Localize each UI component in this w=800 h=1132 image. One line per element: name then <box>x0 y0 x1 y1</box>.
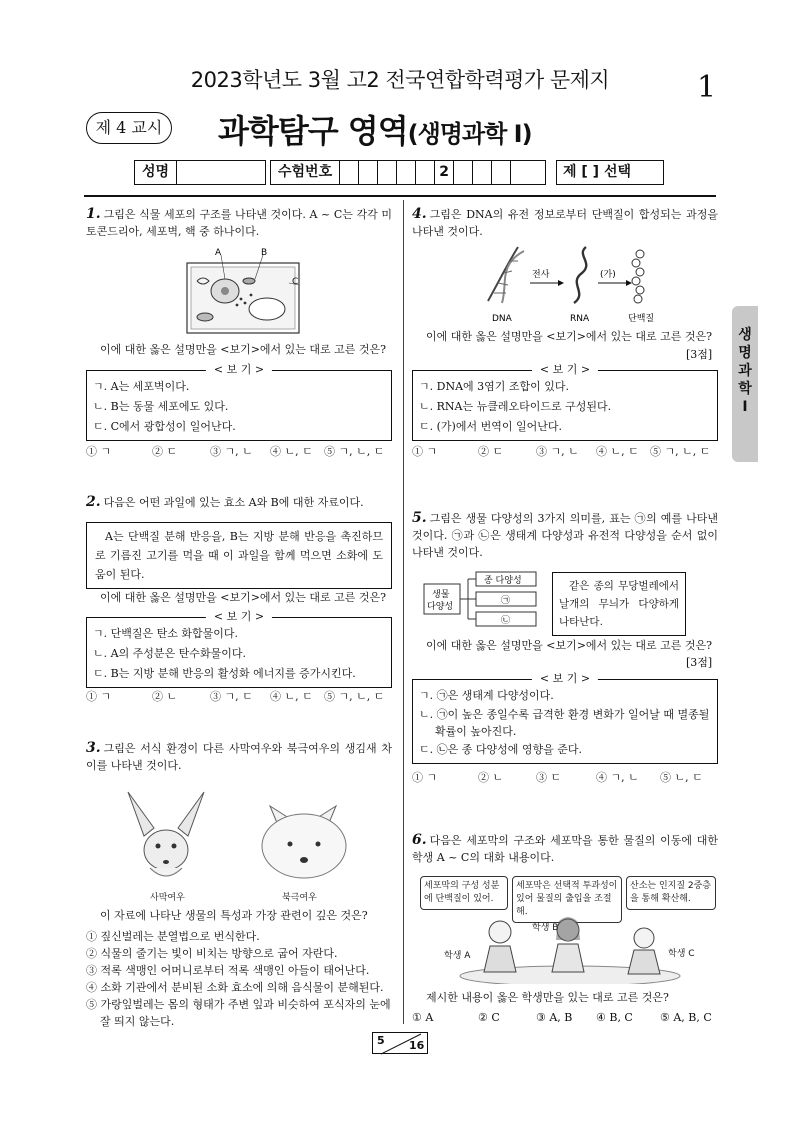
q4-option[interactable]: ③ ㄱ, ㄴ <box>536 445 579 458</box>
q6-bubble-b: 세포막은 선택적 투과성이 있어 물질의 출입을 조절해. <box>512 876 622 923</box>
exam-cell <box>511 161 545 184</box>
exam-cell <box>492 161 511 184</box>
q6-question: 제시한 내용이 옳은 학생만을 있는 대로 고른 것은? <box>426 991 669 1004</box>
name-blank <box>177 161 265 184</box>
q5-example-table: 같은 종의 무당벌레에서 날개의 무늬가 다양하게 나타난다. <box>552 572 686 636</box>
q6-options <box>412 1011 718 1024</box>
q6-option[interactable]: ⑤ A, B, C <box>660 1011 712 1024</box>
q6-bubble-a: 세포막의 구성 성분에 단백질이 있어. <box>420 876 508 910</box>
q2-options <box>86 688 392 704</box>
q4-bogi-item: ㄴ. RNA는 뉴클레오타이드로 구성된다. <box>419 400 612 413</box>
q2-number: 2. <box>86 494 101 510</box>
exam-cell <box>340 161 359 184</box>
q2-option[interactable]: ④ ㄴ, ㄷ <box>270 690 313 703</box>
exam-cell <box>359 161 378 184</box>
q1-option[interactable]: ① ㄱ <box>86 445 112 458</box>
current-page: 5 <box>377 1034 385 1047</box>
header-rule <box>84 195 716 197</box>
q5-option[interactable]: ② ㄴ <box>478 771 504 784</box>
q1-option[interactable]: ⑤ ㄱ, ㄴ, ㄷ <box>324 445 385 458</box>
q5-root-line2: 다양성 <box>427 602 454 612</box>
q5-bogi-item: ㄴ. ㉠이 높은 종일수록 급격한 환경 변화가 일어날 때 멸종될 확률이 높아진다. <box>419 708 710 738</box>
q6-bubble-c: 산소는 인지질 2중층을 통해 확산해. <box>626 876 716 910</box>
q2-option[interactable]: ① ㄱ <box>86 690 112 703</box>
q2-bogi-title: < 보 기 > <box>206 610 272 624</box>
q5-bogi-item: ㄱ. ㉠은 생태계 다양성이다. <box>419 689 554 702</box>
subject-sub: (생명과학 Ⅰ) <box>407 120 532 148</box>
q2-bogi-item: ㄷ. B는 지방 분해 반응의 활성화 에너지를 증가시킨다. <box>93 667 356 680</box>
q1-bogi-item: ㄱ. A는 세포벽이다. <box>93 380 190 393</box>
q4-label-rna: RNA <box>570 314 590 324</box>
elective-field: 제 [ ] 선택 <box>556 160 664 185</box>
exam-cell <box>454 161 473 184</box>
q4-question: 이에 대한 옳은 설명만을 <보기>에서 있는 대로 고른 것은? <box>426 330 713 343</box>
q4-points: [3점] <box>686 348 713 361</box>
exam-cell <box>378 161 397 184</box>
q6-student-b-label: 학생 B <box>532 923 559 933</box>
q3-label-desert-fox: 사막여우 <box>150 893 185 903</box>
q4-label-ga: (가) <box>600 270 616 280</box>
name-field <box>134 160 266 185</box>
q3-arctic-fox-image <box>240 790 368 884</box>
q4-option[interactable]: ② ㄷ <box>478 445 504 458</box>
q5-biodiversity-diagram <box>422 570 542 630</box>
q2-stem: 2. 다음은 어떤 과일에 있는 효소 A와 B에 대한 자료이다. <box>86 494 364 510</box>
q1-question: 이에 대한 옳은 설명만을 <보기>에서 있는 대로 고른 것은? <box>100 343 387 356</box>
q4-dna-figure <box>478 243 668 327</box>
q5-stem: 5. 그림은 생물 다양성의 3가지 의미를, 표는 ㉠의 예를 나타낸 것이다. ㉠과 ㉡은 생태계 다양성과 유전적 다양성을 순서 없이 나타낸 것이다. <box>412 510 718 559</box>
column-divider <box>403 200 404 1024</box>
q3-option[interactable]: ③ 적록 색맹인 어머니로부터 적록 색맹인 아들이 태어난다. <box>86 964 370 977</box>
exam-cell: 2 <box>435 161 454 184</box>
q1-option[interactable]: ② ㄷ <box>152 445 178 458</box>
q5-options <box>412 769 718 785</box>
q4-label-transcription: 전사 <box>532 270 550 280</box>
q5-option[interactable]: ⑤ ㄴ, ㄷ <box>660 771 703 784</box>
period-badge: 제 4 교시 <box>86 112 172 144</box>
q2-question: 이에 대한 옳은 설명만을 <보기>에서 있는 대로 고른 것은? <box>100 591 387 604</box>
q6-number: 6. <box>412 832 427 848</box>
q5-option[interactable]: ① ㄱ <box>412 771 438 784</box>
q1-option[interactable]: ③ ㄱ, ㄴ <box>210 445 253 458</box>
q2-option[interactable]: ⑤ ㄱ, ㄴ, ㄷ <box>324 690 385 703</box>
q6-stem: 6. 다음은 세포막의 구조와 세포막을 통한 물질의 이동에 대한 학생 A ~ C의 대화 내용이다. <box>412 832 718 864</box>
q4-bogi-item: ㄷ. (가)에서 번역이 일어난다. <box>419 420 562 433</box>
q5-option[interactable]: ③ ㄷ <box>536 771 562 784</box>
q1-bogi-item: ㄴ. B는 동물 세포에도 있다. <box>93 400 229 413</box>
q6-student-a-label: 학생 A <box>444 951 471 961</box>
subject-title <box>218 106 532 152</box>
q1-label-b: B <box>261 248 268 258</box>
q4-bogi-item: ㄱ. DNA에 3염기 조합이 있다. <box>419 380 569 393</box>
q5-points: [3점] <box>686 656 713 669</box>
q4-label-dna: DNA <box>492 314 512 324</box>
exam-cell <box>473 161 492 184</box>
exam-cell <box>397 161 416 184</box>
exam-cell <box>416 161 435 184</box>
q1-label-a: A <box>215 248 222 258</box>
q5-number: 5. <box>412 510 427 526</box>
q3-question: 이 자료에 나타난 생물의 특성과 가장 관련이 깊은 것은? <box>100 909 368 922</box>
q5-item-a: ㉠ <box>501 596 511 606</box>
q3-option[interactable]: ② 식물의 줄기는 빛이 비치는 방향으로 굽어 자란다. <box>86 947 338 960</box>
q3-label-arctic-fox: 북극여우 <box>282 893 317 903</box>
subject-side-tab: 생 명 과 학 Ⅰ <box>732 306 758 462</box>
exam-number-label: 수험번호 <box>271 161 340 184</box>
q2-info-box: A는 단백질 분해 반응을, B는 지방 분해 반응을 촉진하므로 기름진 고기를 먹을 때 이 과일을 함께 먹으면 소화에 도움이 된다. <box>86 522 392 589</box>
q1-bogi-item: ㄷ. C에서 광합성이 일어난다. <box>93 420 236 433</box>
q3-stem: 3. 그림은 서식 환경이 다른 사막여우와 북극여우의 생김새 차이를 나타낸 것이다. <box>86 740 392 772</box>
exam-number-field <box>270 160 546 185</box>
q6-option[interactable]: ② C <box>478 1011 500 1024</box>
q3-option[interactable]: ⑤ 가랑잎벌레는 몸의 형태가 주변 잎과 비슷하여 포식자의 눈에 잘 띄지 않는다. <box>86 998 391 1028</box>
q1-bogi-box <box>86 363 392 441</box>
q4-stem: 4. 그림은 DNA의 유전 정보로부터 단백질이 합성되는 과정을 나타낸 것이다. <box>412 206 718 238</box>
q5-bogi-title: < 보 기 > <box>532 672 598 686</box>
q1-number: 1. <box>86 206 101 222</box>
q2-bogi-item: ㄱ. 단백질은 탄소 화합물이다. <box>93 627 238 640</box>
q4-option[interactable]: ⑤ ㄱ, ㄴ, ㄷ <box>650 445 711 458</box>
q6-student-c-label: 학생 C <box>668 949 695 959</box>
q4-option[interactable]: ① ㄱ <box>412 445 438 458</box>
page-counter <box>372 1032 428 1054</box>
q1-options <box>86 443 392 459</box>
q5-bogi-item: ㄷ. ㉡은 종 다양성에 영향을 준다. <box>419 743 582 756</box>
q1-label-c: C <box>292 277 299 287</box>
q2-bogi-item: ㄴ. A의 주성분은 탄수화물이다. <box>93 647 246 660</box>
q3-options <box>86 928 392 1030</box>
q3-number: 3. <box>86 740 101 756</box>
q1-stem: 1. 그림은 식물 세포의 구조를 나타낸 것이다. A ~ C는 각각 미토콘드리아, 세포벽, 핵 중 하나이다. <box>86 206 392 238</box>
q4-option[interactable]: ④ ㄴ, ㄷ <box>596 445 639 458</box>
q1-plant-cell-figure <box>185 245 305 337</box>
q5-item-species: 종 다양성 <box>484 576 522 586</box>
q5-bogi-box <box>412 672 718 764</box>
q3-desert-fox-image <box>110 788 222 884</box>
q6-option[interactable]: ④ B, C <box>596 1011 633 1024</box>
q2-bogi-box <box>86 610 392 688</box>
exam-title: 2023학년도 3월 고2 전국연합학력평가 문제지 <box>190 68 610 92</box>
q5-item-b: ㉡ <box>501 616 511 626</box>
q6-option[interactable]: ① A <box>412 1011 434 1024</box>
q3-option[interactable]: ① 짚신벌레는 분열법으로 번식한다. <box>86 930 260 943</box>
q4-label-protein: 단백질 <box>628 314 655 324</box>
name-label: 성명 <box>135 161 177 184</box>
q4-options <box>412 443 718 459</box>
q4-number: 4. <box>412 206 427 222</box>
page-number: 1 <box>697 70 717 105</box>
q5-question: 이에 대한 옳은 설명만을 <보기>에서 있는 대로 고른 것은? <box>426 639 713 652</box>
q3-option[interactable]: ④ 소화 기관에서 분비된 소화 효소에 의해 음식물이 분해된다. <box>86 981 384 994</box>
q4-bogi-title: < 보 기 > <box>532 363 598 377</box>
q4-bogi-box <box>412 363 718 441</box>
q1-option[interactable]: ④ ㄴ, ㄷ <box>270 445 313 458</box>
total-pages: 16 <box>409 1039 425 1052</box>
q5-option[interactable]: ④ ㄱ, ㄴ <box>596 771 639 784</box>
q2-option[interactable]: ② ㄴ <box>152 690 178 703</box>
q5-root-line1: 생물 <box>432 590 450 600</box>
q6-option[interactable]: ③ A, B <box>536 1011 573 1024</box>
q1-bogi-title: < 보 기 > <box>206 363 272 377</box>
q2-option[interactable]: ③ ㄱ, ㄷ <box>210 690 253 703</box>
subject-main: 과학탐구 영역 <box>218 112 408 150</box>
